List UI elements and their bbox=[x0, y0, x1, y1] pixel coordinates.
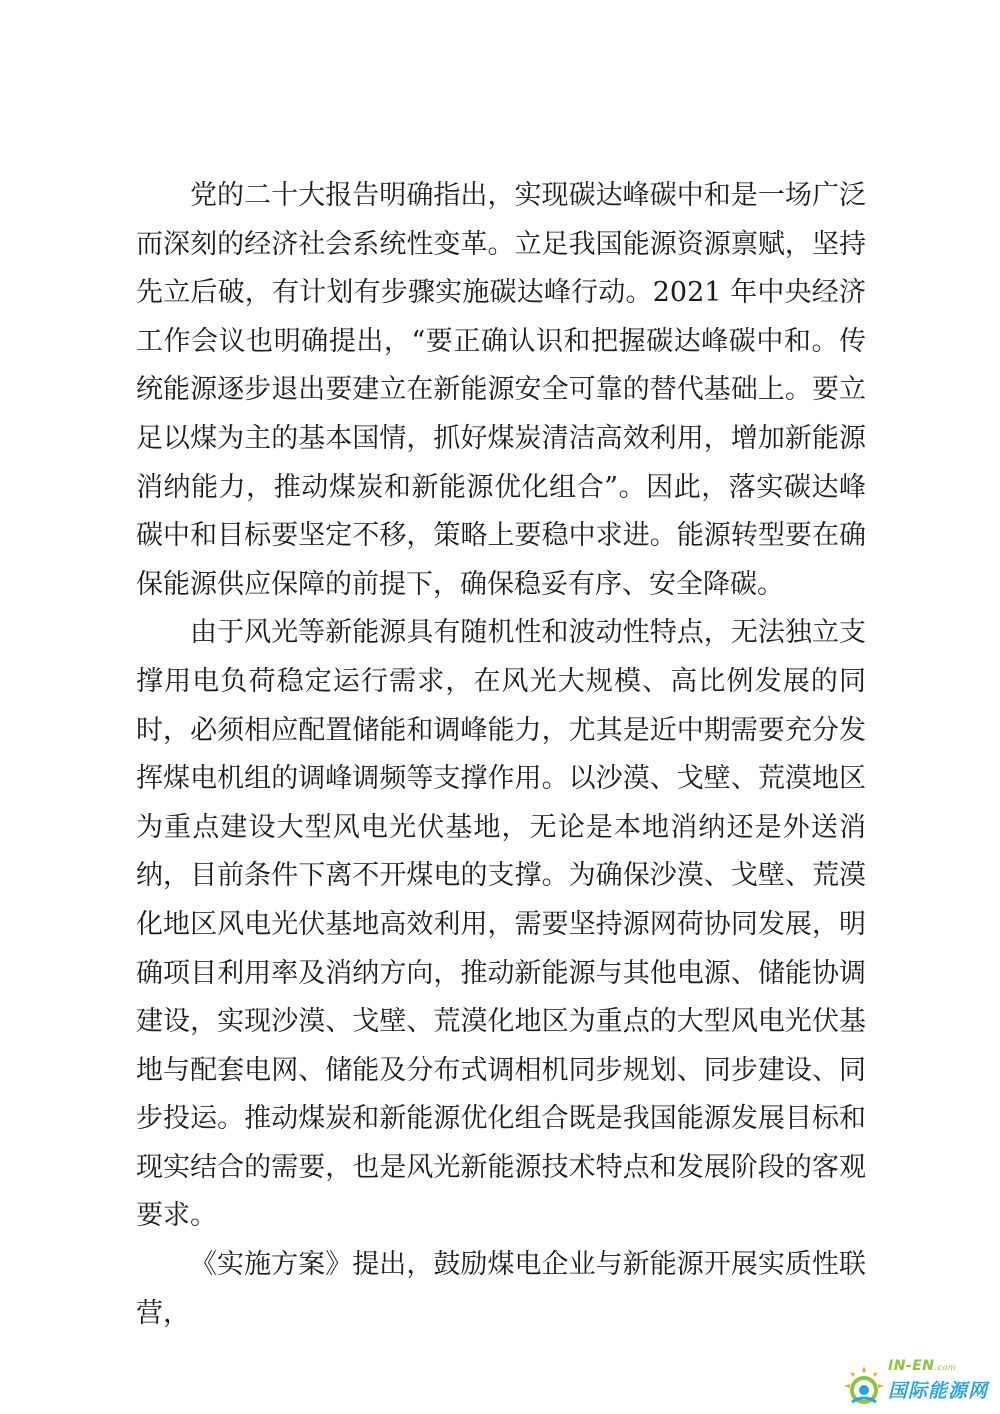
paragraph-3: 《实施方案》提出，鼓励煤电企业与新能源开展实质性联营， bbox=[136, 1249, 866, 1329]
watermark-en-text bbox=[888, 1358, 956, 1374]
watermark-en-main: IN-EN bbox=[888, 1358, 935, 1374]
document-body bbox=[136, 172, 866, 1338]
watermark-cn-text: 国际能源网 bbox=[888, 1380, 989, 1402]
sun-logo-icon bbox=[842, 1364, 886, 1408]
watermark-en-suffix: .com bbox=[934, 1363, 957, 1372]
paragraph-1: 党的二十大报告明确指出，实现碳达峰碳中和是一场广泛而深刻的经济社会系统性变革。立足我国能源资源禀赋，坚持先立后破，有计划有步骤实施碳达峰行动。2021 年中央经济工作会议也明确提出，“要正确认识和把握碳达峰碳中和。传统能源逐步退出要建立在新能源安全可靠的替代基础上。要立足以煤为主的基本国情，抓好煤炭清洁高效利用，增加新能源消纳能力，推动煤炭和新能源优化组合”。因此，落实碳达峰碳中和目标要坚定不移，策略上要稳中求进。能源转型要在确保能源供应保障的前提下，确保稳妥有序、安全降碳。 bbox=[136, 180, 866, 600]
site-watermark bbox=[842, 1356, 992, 1408]
paragraph-2: 由于风光等新能源具有随机性和波动性特点，无法独立支撑用电负荷稳定运行需求，在风光大规模、高比例发展的同时，必须相应配置储能和调峰能力，尤其是近中期需要充分发挥煤电机组的调峰调频等支撑作用。以沙漠、戈壁、荒漠地区为重点建设大型风电光伏基地，无论是本地消纳还是外送消纳，目前条件下离不开煤电的支撑。为确保沙漠、戈壁、荒漠化地区风电光伏基地高效利用，需要坚持源网荷协同发展，明确项目利用率及消纳方向，推动新能源与其他电源、储能协调建设，实现沙漠、戈壁、荒漠化地区为重点的大型风电光伏基地与配套电网、储能及分布式调相机同步规划、同步建设、同步投运。推动煤炭和新能源优化组合既是我国能源发展目标和现实结合的需要，也是风光新能源技术特点和发展阶段的客观要求。 bbox=[136, 617, 866, 1232]
